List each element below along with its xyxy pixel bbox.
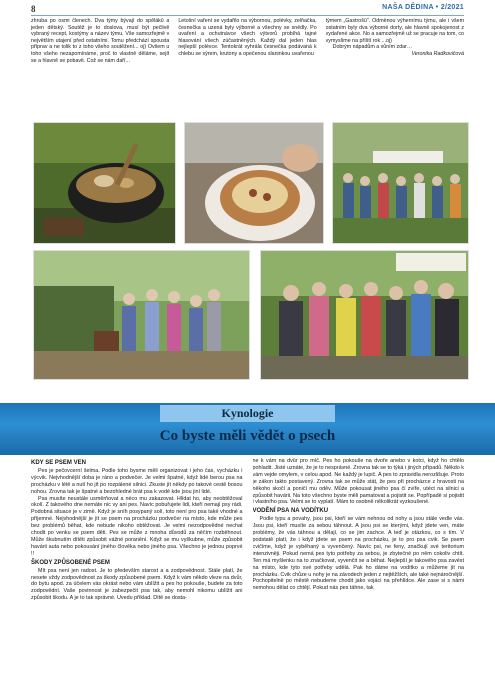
paragraph: týmem „Gastrošů". Odměnou výhernímu týmu, ale i všem ostatním byly dva výborné dorty, ale hlavně spokojenost z vydařené akce. No a samozřejmě už se pracuje na tom, co vymyslíme na příští rok ...oj)	[325, 18, 464, 44]
paragraph: Dobrým nápadům a vůním zdar…	[332, 44, 413, 51]
photo-group-sign	[260, 250, 469, 380]
subheading: KDY SE PSEM VEN	[31, 460, 86, 466]
page-number: 8	[31, 4, 36, 14]
article-column-1	[31, 458, 243, 694]
photo-cauldron	[33, 122, 176, 244]
subheading: ŠKODY ZPŮSOBENÉ PSEM	[31, 559, 110, 566]
top-column-2	[178, 18, 316, 118]
photo-group-outdoors	[33, 250, 250, 380]
photo-bread-soup	[184, 122, 324, 244]
subheading: VODĚNÍ PSA NA VODÍTKU	[252, 508, 329, 515]
article-column-2	[253, 458, 465, 694]
section-label: Kynologie	[160, 405, 335, 422]
paragraph: Mít psa není jen radost. Je to především starost a a zodpovědnost. Stále platí, že nesete vždy zodpovědnost za škody způsobené psem. Když k vám někdo vleze na dvůr, do bytu apod. za účelem vás okrást nebo vám ublížit a pes ho pokouše, budete za toto zodpovědní. Vaše povinnost je zabezpečit psa tak, aby nemohl nikomu ublížit ani způsobit škodu. A je to tak správné. Uvedu příklad. Dítě se dosta-	[31, 567, 243, 602]
author-signature: Veronika Radkovičová	[411, 50, 464, 57]
paragraph: Podle typu a povahy, jsou psi, kteří se vám nehnou od nohy a jsou stále vedle vás. Jsou psi, kteří musíte za sebou táhnout. A jsou psi se kterými, když jdete ven, máte problémy, že vás táhnou a dělají, co se jim zachce. A teď je otázkou, co s tím. V podstatě platí, že i když jdete se psem na procházku, je to pro psa cvik. Se psem cvičíme, když je vyběhaný a vyvenčený. Navíc psi, ne feny, značkují své teritorium intenzivněji. Pokud nemá pes tyto potřeby za sebou, je zbytečné po něm cokoliv chtít. Ten má myšlenku na to značkovat, vyvenčit se a běhat. Nejlepší je takového psa zavést na místo, kde tyto své potřeby udělá. Pak ho dáme na vodítko a můžeme jít na procházku. Cvik chůze u nohy je na závodech jeden z nejtěžších, ale také nejnáročnější. Pochopitelně po městě nebudeme chodit jako vojáci na přehlídce. Ale zase si s námi nemohou dělat co chtějí. Pokud nás pes táhne, tak	[252, 516, 464, 592]
paragraph: Letošní vaření se vydařilo na výbornou, polévky, zelňačka, česnečka a uzená byly výborné a všechny se snědly. Po uvaření a ochutnávce všech výtvorů probíhá tajné hlasování všech zúčastněných. Každý dal jeden hlas nejlepší polévce. Tentokrát vyhrála česnečka podávaná k chlebu se sýrem, krutony a opečenou slaninkou uvařenou	[178, 18, 317, 57]
header-rule	[31, 15, 464, 16]
paragraph: zhruba po osmi členech. Dva týmy bývají do spěláků a jeden dětský. Soutěž je to doslova, musí být pečlivě vybraný recept, kostýmy a název týmu. Vše samozřejmě v největším utajení před ostatními. Tomu předchází spousta příprav a ne tolik to z toho všeho soutěžení... oj) Ovšem u toho všeho nezapomínáme, proč to vlastně děláme, sejít se a hlavně se pobavit. Což se nám daří...	[31, 18, 170, 64]
article-body	[31, 458, 464, 694]
photo-group-banner	[332, 122, 469, 244]
magazine-header: NAŠA DĚDINA • 2/2021	[382, 4, 464, 11]
article-title: Co byste měli vědět o psech	[159, 428, 336, 444]
top-column-1	[31, 18, 169, 118]
paragraph: Pes je pečovcerní šelma. Podle toho bysme měli organizovat i jeho čas, vycházku i výcvik. Nejvhodnější doba je ráno a podvečer. Je velmi špatné, když lidé berou psa na procházku v létě a nutí ho jít po rozpálené silnici. Zkuste jít někdy po takové cestě bosou nohou. Zrovna tak je špatné a bezohledné brát psa k vodě kde jsou jiní lidé.	[31, 467, 243, 495]
top-column-3	[326, 18, 464, 118]
paragraph: Psa musíte neustále usměrňovat a nécо mu zakazovat. Hlídat ho, aby neobtěžoval okolí. Z takového dne nemáte nic vy ani pes. Navíc pobuřujete lidi, kteří nemají psy rádi. Podobná situace je v zimě. Když je sníh posypaný solí, toto není pro psa také vhodné a příjemné. Nejvhodnější je jít se psem na procházku podvečer na místo, kde může pes bez problémů běhat, kde nebude nikoho obtěžovat. Je velmi nezodpovědné nechat chodit po venku se psem děti. Pes se může z mnoha důvodů za něčím rozběhnout. Může škubnutím dítěti způsobit vážné poranění. Když se mu vyškubne, může způsobit havárii auta nebo pokousání jiného člověka nebo jiného psa. Všechno je jednou poprvé !!	[31, 495, 243, 557]
paragraph: ne k vám na dvůr pro míč. Pes ho pokouše na dvoře anebo v kotci, když ho chtělo pohladit. Jisté uznáte, že je to nesprávné. Zrovna tak se to týká i jiných případů. Někdo k vám vejde omylem, v celou apod. Ne každý je lupič. A pes to zpravidla nerozlišuje. Proto je zákon takto postavený. Zrovna tak se může stát, že pes při procházce z hravosti na někoho skočí a poničí mu oděv. Může pokousat jiného psa či zvíře, utéct na silnici a způsobit havárii. Na toto všechno byste měli pamatovat a pojistit se. Popřípadě si pojistit i vlastního psa. Velmi se to vyplatí. Mám to osobně několikrát vyzkoušené.	[252, 458, 464, 506]
top-columns	[31, 18, 464, 118]
